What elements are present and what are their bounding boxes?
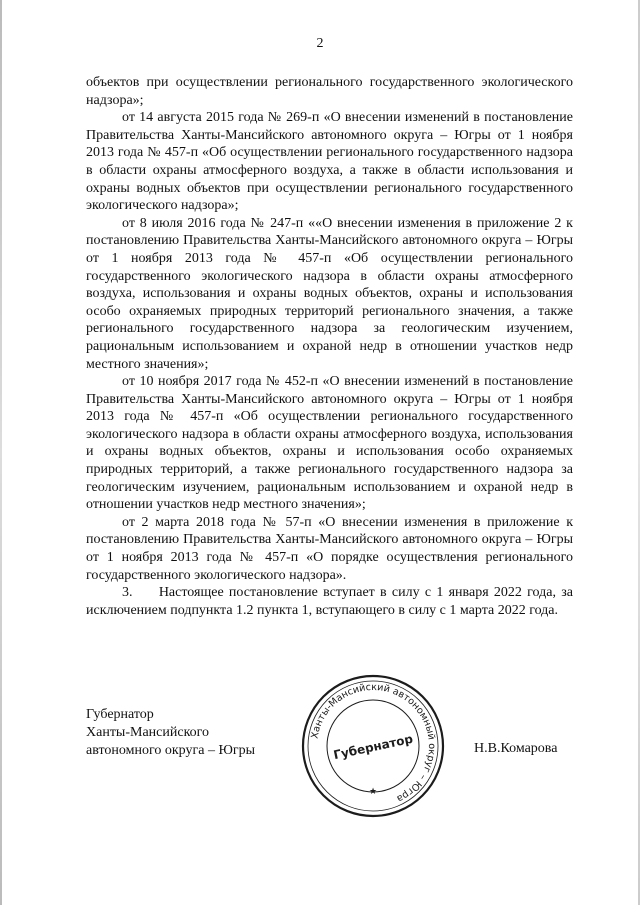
signatory-title — [86, 706, 255, 760]
paragraph-decree-247: от 8 июля 2016 года № 247-п ««О внесении изменения в приложение 2 к постановлению Правительства Ханты-Мансийского автономного округа – Югры от 1 ноября 2013 года № 457-п «Об осуществлении регионального государственного экологического надзора в области охраны атмосферного воздуха, использования и охраны водных объектов, охраны и использования особо охраняемых природных территорий регионального значения, а также регионального государственного надзора за геологическим изучением, рациональным использованием и охраной недр в отношении участков недр местного значения»; — [86, 215, 573, 372]
signatory-name: Н.В.Комарова — [474, 741, 558, 756]
seal-center-text: Губернатор — [332, 731, 415, 763]
signatory-title-line: Губернатор — [86, 707, 154, 722]
seal-ring-text: Ханты-Мансийский автономный округ – Югра — [309, 681, 438, 805]
paragraph-decree-269: от 14 августа 2015 года № 269-п «О внесении изменений в постановление Правительства Ханты-Мансийского автономного округа – Югры от 1 ноября 2013 года № 457-п «Об осуществлении регионального государственного надзора в области охраны атмосферного воздуха, а также в области использования и охраны водных объектов при осуществлении регионального государственного экологического надзора»; — [86, 110, 573, 214]
paragraph-decree-452: от 10 ноября 2017 года № 452-п «О внесении изменений в постановление Правительства Ханты-Мансийского автономного округа – Югры от 1 ноября 2013 года № 457-п «Об осуществлении регионального государственного экологического надзора в области охраны атмосферного воздуха, использования и охраны водных объектов, охраны и использования особо охраняемых природных территорий, а также регионального государственного надзора за геологическим изучением, рациональным использованием и охраной недр в отношении участков недр местного значения»; — [86, 374, 573, 513]
paragraph-effective-date: 3. Настоящее постановление вступает в силу с 1 января 2022 года, за исключением подпункта 1.2 пункта 1, вступающего в силу с 1 марта 2022 года. — [86, 585, 573, 618]
page-number: 2 — [316, 36, 324, 51]
paragraph-decree-57: от 2 марта 2018 года № 57-п «О внесении изменения в приложение к постановлению Правительства Ханты-Мансийского автономного округа – Югры от 1 ноября 2013 года № 457-п «О порядке осуществления регионального государственного экологического надзора». — [86, 514, 573, 583]
document-body — [86, 74, 573, 619]
paragraph-continuation: объектов при осуществлении регионального государственного экологического надзора»; — [86, 75, 573, 108]
seal-star-icon: ★ — [368, 786, 378, 796]
signatory-title-line: Ханты-Мансийского — [86, 725, 210, 740]
signatory-title-line: автономного округа – Югры — [86, 743, 255, 758]
official-seal — [299, 672, 447, 820]
scan-left-edge — [0, 0, 2, 905]
